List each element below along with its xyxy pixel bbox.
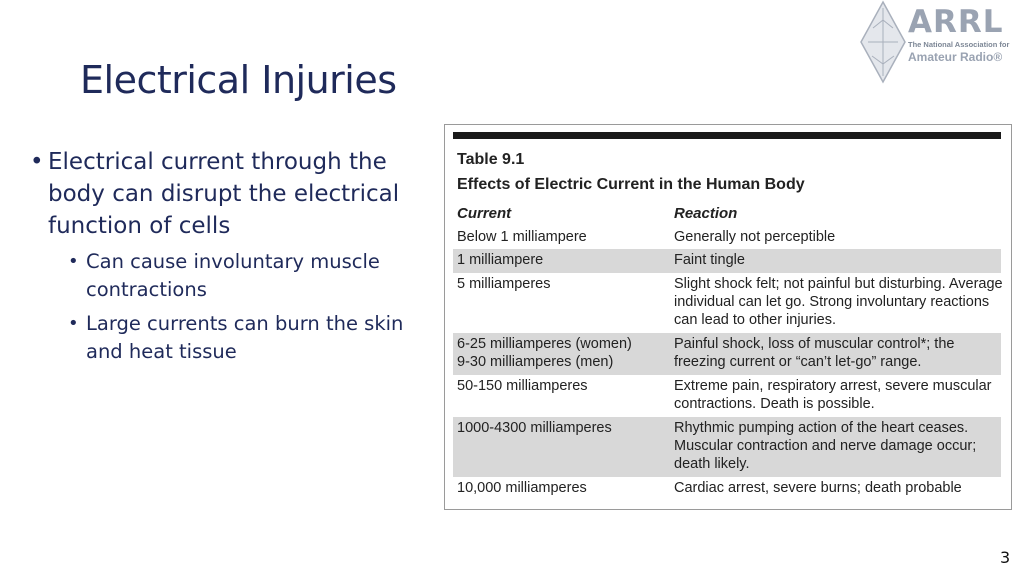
cell-current: 5 milliamperes [457, 276, 551, 292]
cell-reaction: Painful shock, loss of muscular control*; the freezing current or “can’t let-go” range. [674, 336, 955, 370]
logo-subtitle-2: Amateur Radio® [908, 50, 1003, 64]
table-row [453, 249, 1001, 273]
cell-current: 6-25 milliamperes (women) 9-30 milliamperes (men) [457, 336, 632, 370]
cell-current: 10,000 milliamperes [457, 480, 587, 496]
cell-reaction: Cardiac arrest, severe burns; death probable [674, 480, 962, 496]
table-caption-number: Table 9.1 [457, 151, 525, 168]
table-row [453, 273, 1001, 333]
bullet-list [30, 146, 430, 366]
logo-name: ARRL [908, 4, 1004, 40]
cell-reaction: Extreme pain, respiratory arrest, severe muscular contractions. Death is possible. [674, 378, 992, 412]
table-row [453, 375, 1001, 417]
table-header-reaction: Reaction [674, 205, 738, 222]
logo-subtitle-1: The National Association for [908, 40, 1010, 49]
table-top-rule [453, 132, 1001, 139]
cell-current: 1000-4300 milliamperes [457, 420, 612, 436]
current-effects-table [444, 124, 1012, 510]
cell-current: 50-150 milliamperes [457, 378, 588, 394]
cell-current: Below 1 milliampere [457, 229, 587, 245]
table-row [453, 333, 1001, 375]
slide-title: Electrical Injuries [80, 58, 397, 102]
bullet-sub-1: • Can cause involuntary muscle contractions [68, 248, 430, 304]
table-caption-title: Effects of Electric Current in the Human Body [457, 176, 805, 193]
table-body [453, 226, 1001, 501]
cell-reaction: Slight shock felt; not painful but disturbing. Average individual can let go. Strong involuntary reactions can lead to other injuries. [674, 276, 1003, 328]
page-number: 3 [1000, 548, 1011, 567]
diamond-emblem-icon [858, 0, 908, 86]
cell-reaction: Rhythmic pumping action of the heart ceases. Muscular contraction and nerve damage occur; death likely. [674, 420, 977, 472]
cell-current: 1 milliampere [457, 252, 544, 268]
cell-reaction: Generally not perceptible [674, 229, 836, 245]
table-row [453, 477, 1001, 501]
table-header-current: Current [457, 205, 512, 222]
table-row [453, 417, 1001, 477]
table-row [453, 226, 1001, 249]
arrl-logo [858, 0, 1024, 86]
cell-reaction: Faint tingle [674, 252, 745, 268]
bullet-main: • Electrical current through the body can disrupt the electrical function of cells [30, 146, 430, 242]
bullet-sub-2: • Large currents can burn the skin and heat tissue [68, 310, 430, 366]
